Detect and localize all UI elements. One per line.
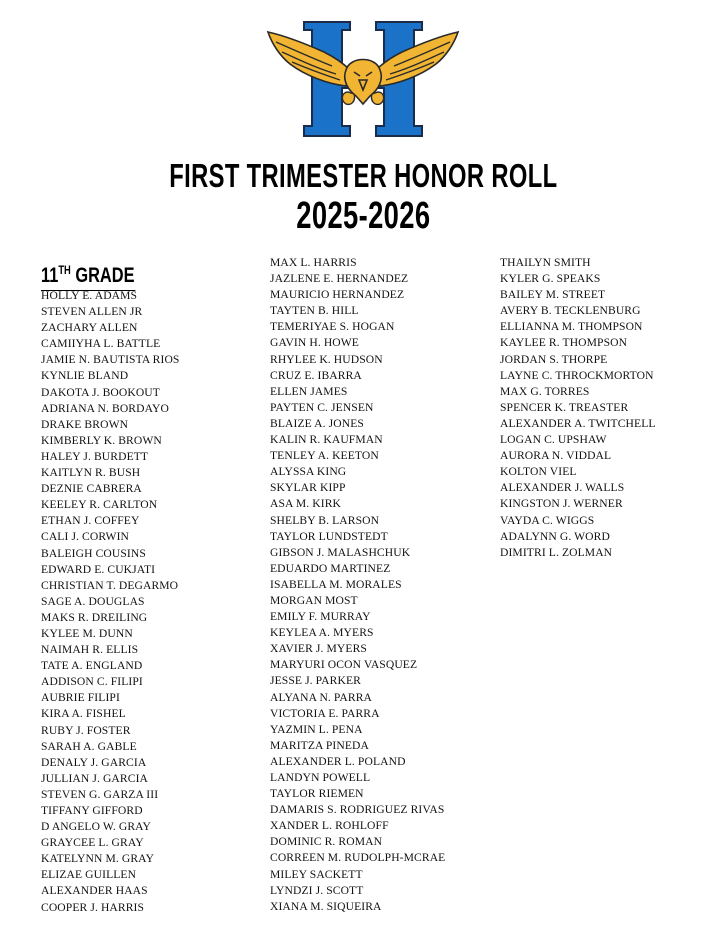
names-column-3 (500, 255, 656, 561)
student-name: ZACHARY ALLEN (41, 321, 138, 335)
student-name: VICTORIA E. PARRA (270, 706, 380, 720)
student-name: KEYLEA A. MYERS (270, 626, 374, 640)
student-name: HOLLY E. ADAMS (41, 289, 138, 302)
student-name: TATE A. ENGLAND (41, 659, 143, 673)
student-name: JORDAN S. THORPE (500, 352, 608, 366)
student-name: SHELBY B. LARSON (270, 513, 380, 527)
student-name: RUBY J. FOSTER (41, 723, 131, 737)
student-name: MAURICIO HERNANDEZ (270, 288, 405, 302)
student-name: YAZMIN L. PENA (270, 722, 363, 736)
student-name: TAYTEN B. HILL (270, 304, 359, 318)
school-year: 2025-2026 (296, 195, 431, 237)
student-name: KYLER G. SPEAKS (500, 272, 601, 286)
student-name: SAGE A. DOUGLAS (41, 594, 145, 608)
student-name: CORREEN M. RUDOLPH-MCRAE (270, 851, 446, 865)
student-name: MARITZA PINEDA (270, 738, 369, 752)
student-name: VAYDA C. WIGGS (500, 513, 595, 527)
student-name: XIANA M. SIQUEIRA (270, 899, 382, 913)
school-logo-icon (266, 20, 460, 138)
student-name: TENLEY A. KEETON (270, 449, 379, 463)
student-name: AUBRIE FILIPI (41, 691, 120, 705)
student-name: GAVIN H. HOWE (270, 336, 359, 350)
student-name: ASA M. KIRK (270, 497, 341, 511)
student-name: SARAH A. GABLE (41, 739, 137, 753)
student-name: DEZNIE CABRERA (41, 482, 142, 496)
student-name: KYLEE M. DUNN (41, 626, 133, 640)
student-name: MAX L. HARRIS (270, 256, 357, 269)
student-name: ALYSSA KING (270, 465, 347, 479)
student-name: XAVIER J. MYERS (270, 642, 367, 656)
student-name: SKYLAR KIPP (270, 481, 346, 495)
student-name: ALEXANDER L. POLAND (270, 754, 406, 768)
student-name: ALEXANDER A. TWITCHELL (500, 416, 656, 430)
student-name: RHYLEE K. HUDSON (270, 352, 383, 366)
student-name: XANDER L. ROHLOFF (270, 819, 389, 833)
names-column-1 (41, 288, 179, 916)
student-name: DENALY J. GARCIA (41, 755, 147, 769)
student-name: PAYTEN C. JENSEN (270, 400, 374, 414)
names-column-2 (270, 255, 445, 915)
student-name: KALIN R. KAUFMAN (270, 433, 383, 447)
student-name: MAX G. TORRES (500, 384, 590, 398)
grade-number: 11 (41, 264, 59, 287)
student-name: GRAYCEE L. GRAY (41, 836, 144, 850)
student-name: ADDISON C. FILIPI (41, 675, 143, 689)
student-name: GIBSON J. MALASHCHUK (270, 545, 411, 559)
student-name: TIFFANY GIFFORD (41, 804, 143, 817)
student-name: DAMARIS S. RODRIGUEZ RIVAS (270, 803, 445, 817)
student-name: CAMIIYHA L. BATTLE (41, 337, 161, 351)
student-name: KOLTON VIEL (500, 465, 577, 479)
student-name: ADRIANA N. BORDAYO (41, 401, 169, 415)
student-name: EDUARDO MARTINEZ (270, 561, 391, 575)
student-name: BALEIGH COUSINS (41, 546, 146, 560)
student-name: KAITLYN R. BUSH (41, 466, 141, 480)
page-title: FIRST TRIMESTER HONOR ROLL (169, 157, 558, 194)
student-name: KATELYNN M. GRAY (41, 852, 155, 866)
student-name: BAILEY M. STREET (500, 288, 606, 302)
student-name: KAYLEE R. THOMPSON (500, 336, 628, 350)
student-name: ELLEN JAMES (270, 384, 348, 398)
student-name: ALYANA N. PARRA (270, 690, 373, 704)
student-name: AVERY B. TECKLENBURG (500, 304, 641, 318)
student-name: TAYLOR RIEMEN (270, 787, 364, 801)
student-name: MORGAN MOST (270, 593, 358, 607)
student-name: CHRISTIAN T. DEGARMO (41, 578, 179, 592)
student-name: KYNLIE BLAND (41, 369, 129, 383)
student-name: ALEXANDER HAAS (41, 884, 148, 898)
grade-heading (41, 256, 135, 291)
student-name: MARYURI OCON VASQUEZ (270, 658, 418, 672)
student-name: SPENCER K. TREASTER (500, 400, 629, 414)
student-name: D ANGELO W. GRAY (41, 820, 152, 834)
student-name: ETHAN J. COFFEY (41, 514, 140, 528)
student-name: ISABELLA M. MORALES (270, 577, 402, 591)
student-name: CRUZ E. IBARRA (270, 368, 362, 382)
student-name: ADALYNN G. WORD (500, 529, 610, 543)
student-name: MILEY SACKETT (270, 867, 363, 881)
student-name: ELIZAE GUILLEN (41, 868, 137, 882)
student-name: LAYNE C. THROCKMORTON (500, 368, 654, 382)
student-name: BLAIZE A. JONES (270, 416, 364, 430)
student-name: DAKOTA J. BOOKOUT (41, 385, 160, 399)
student-name: LANDYN POWELL (270, 771, 371, 784)
student-name: LYNDZI J. SCOTT (270, 883, 364, 897)
student-name: TEMERIYAE S. HOGAN (270, 320, 395, 334)
student-name: ELLIANNA M. THOMPSON (500, 320, 643, 334)
student-name: JESSE J. PARKER (270, 674, 361, 688)
student-name: KEELEY R. CARLTON (41, 498, 158, 512)
student-name: ALEXANDER J. WALLS (500, 481, 625, 495)
student-name: DRAKE BROWN (41, 417, 129, 431)
student-name: KIRA A. FISHEL (41, 707, 126, 721)
student-name: KIMBERLY K. BROWN (41, 433, 162, 447)
student-name: NAIMAH R. ELLIS (41, 643, 139, 657)
student-name: AURORA N. VIDDAL (500, 449, 612, 463)
student-name: DOMINIC R. ROMAN (270, 835, 383, 849)
student-name: JAZLENE E. HERNANDEZ (270, 272, 409, 286)
student-name: JULLIAN J. GARCIA (41, 771, 149, 785)
student-name: JAMIE N. BAUTISTA RIOS (41, 353, 180, 367)
student-name: EMILY F. MURRAY (270, 610, 371, 624)
student-name: DIMITRI L. ZOLMAN (500, 545, 613, 559)
student-name: TAYLOR LUNDSTEDT (270, 529, 388, 543)
student-name: EDWARD E. CUKJATI (41, 562, 156, 576)
grade-suffix: TH (58, 263, 71, 277)
student-name: KINGSTON J. WERNER (500, 497, 623, 511)
student-name: MAKS R. DREILING (41, 610, 148, 624)
student-name: CALI J. CORWIN (41, 530, 130, 544)
student-name: COOPER J. HARRIS (41, 900, 145, 914)
student-name: THAILYN SMITH (500, 256, 591, 269)
student-name: HALEY J. BURDETT (41, 449, 149, 463)
student-name: LOGAN C. UPSHAW (500, 433, 607, 447)
student-name: STEVEN G. GARZA III (41, 787, 159, 801)
grade-word: GRADE (75, 264, 135, 287)
student-name: STEVEN ALLEN JR (41, 305, 143, 319)
